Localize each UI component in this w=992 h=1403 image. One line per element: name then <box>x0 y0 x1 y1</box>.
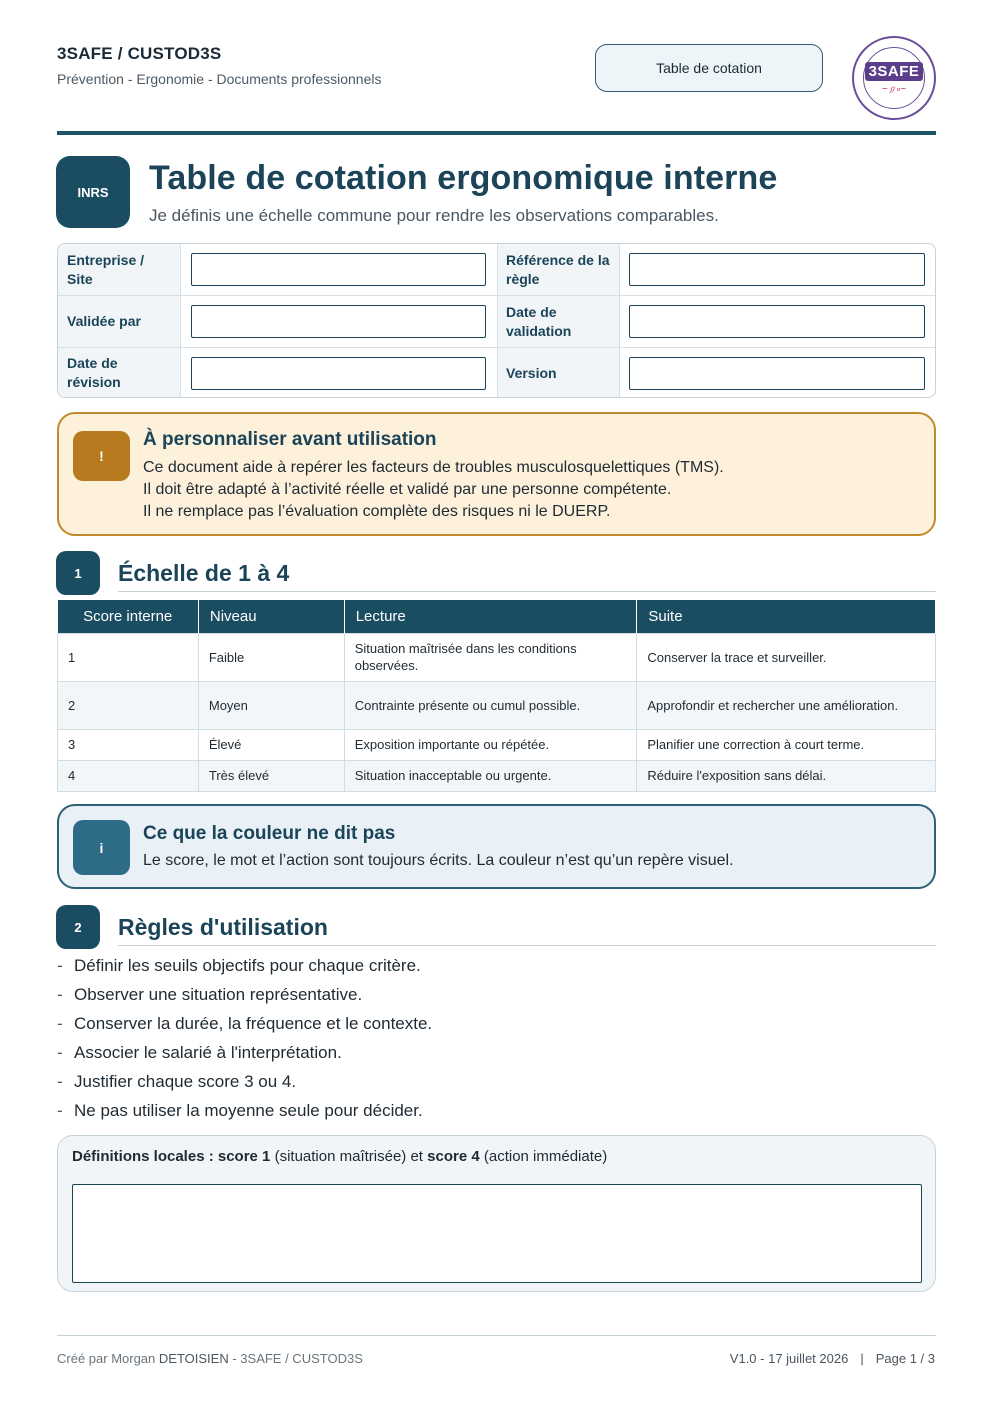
revision-date-field[interactable] <box>191 357 486 390</box>
validation-date-label: Date de validation <box>506 304 572 339</box>
column-header: Suite <box>637 600 936 633</box>
rule-text: Justifier chaque score 3 ou 4. <box>74 1072 297 1091</box>
scoring-scale-table <box>57 600 936 792</box>
followup-cell: Approfondir et rechercher une amélioration. <box>637 681 936 729</box>
form-row <box>58 348 935 398</box>
warning-line: Ce document aide à repérer les facteurs de troubles musculosquelettiques (TMS). <box>143 459 724 476</box>
revision-date-label: Date de révision <box>67 355 121 390</box>
header-divider <box>57 131 936 135</box>
local-definitions-field[interactable] <box>72 1184 922 1283</box>
list-item <box>57 1100 432 1129</box>
rule-reference-label: Référence de la règle <box>506 252 610 287</box>
table-row <box>58 681 936 729</box>
dash-bullet: - <box>57 985 63 1004</box>
rule-text: Conserver la durée, la fréquence et le contexte. <box>74 1014 433 1033</box>
color-note-callout <box>57 804 936 889</box>
footer-page-number: Page 1 / 3 <box>875 1351 935 1366</box>
label-part: Définitions locales : score 1 <box>72 1148 271 1165</box>
score-cell: 4 <box>58 760 199 791</box>
validated-by-field[interactable] <box>191 305 486 338</box>
label-part: score 4 <box>427 1148 480 1165</box>
level-cell: Très élevé <box>198 760 344 791</box>
section-underline <box>118 591 936 592</box>
local-definitions-box <box>57 1135 936 1292</box>
dash-bullet: - <box>57 956 63 975</box>
score-cell: 3 <box>58 729 199 760</box>
section-title: Échelle de 1 à 4 <box>118 560 290 586</box>
info-icon: i <box>73 820 130 875</box>
table-row <box>58 729 936 760</box>
local-definitions-label <box>72 1148 607 1165</box>
warning-title: À personnaliser avant utilisation <box>143 429 437 450</box>
column-header: Score interne <box>58 600 199 633</box>
warning-line: Il doit être adapté à l’activité réelle et validé par une personne compétente. <box>143 481 672 498</box>
footer-version-page <box>730 1351 935 1366</box>
dash-bullet: - <box>57 1101 63 1120</box>
stamp-signature: ~ℊℴ~ <box>881 84 907 93</box>
version-field[interactable] <box>629 357 925 390</box>
page-subtitle: Je définis une échelle commune pour rendre les observations comparables. <box>149 206 719 225</box>
followup-cell: Conserver la trace et surveiller. <box>637 633 936 681</box>
column-header: Lecture <box>344 600 637 633</box>
page-title: Table de cotation ergonomique interne <box>149 159 778 197</box>
rule-text: Ne pas utiliser la moyenne seule pour décider. <box>74 1101 423 1120</box>
footer-author-prefix: Créé par Morgan <box>57 1351 159 1366</box>
inrs-badge: INRS <box>56 156 130 228</box>
list-item <box>57 1042 432 1071</box>
table-row <box>58 633 936 681</box>
list-item <box>57 955 432 984</box>
form-row <box>58 296 935 348</box>
reading-cell: Situation maîtrisée dans les conditions observées. <box>344 633 637 681</box>
stamp-inner-ring <box>863 47 925 109</box>
usage-rules-list <box>57 955 432 1129</box>
rule-text: Observer une situation représentative. <box>74 985 363 1004</box>
label-part: (action immédiate) <box>479 1148 608 1165</box>
followup-cell: Planifier une correction à court terme. <box>637 729 936 760</box>
footer-separator: | <box>860 1351 864 1366</box>
score-cell: 2 <box>58 681 199 729</box>
list-item <box>57 1013 432 1042</box>
dash-bullet: - <box>57 1072 63 1091</box>
stamp-logo-text: 3SAFE <box>865 62 924 81</box>
section-underline <box>118 945 936 946</box>
document-type-tag: Table de cotation <box>595 44 823 92</box>
company-site-label: Entreprise / Site <box>67 252 145 287</box>
reading-cell: Contrainte présente ou cumul possible. <box>344 681 637 729</box>
table-header-row <box>58 600 936 633</box>
footer-author <box>57 1351 363 1366</box>
validated-by-label: Validée par <box>67 313 141 329</box>
reading-cell: Situation inacceptable ou urgente. <box>344 760 637 791</box>
info-title: Ce que la couleur ne dit pas <box>143 823 396 844</box>
column-header: Niveau <box>198 600 344 633</box>
warning-icon: ! <box>73 431 130 481</box>
level-cell: Moyen <box>198 681 344 729</box>
followup-cell: Réduire l'exposition sans délai. <box>637 760 936 791</box>
label-part: (situation maîtrisée) et <box>270 1148 428 1165</box>
footer-author-name: DETOISIEN <box>158 1351 229 1366</box>
company-site-field[interactable] <box>191 253 486 286</box>
section-title: Règles d'utilisation <box>118 914 328 940</box>
dash-bullet: - <box>57 1043 63 1062</box>
version-label: Version <box>506 365 557 381</box>
validation-date-field[interactable] <box>629 305 925 338</box>
level-cell: Élevé <box>198 729 344 760</box>
section-number-badge: 1 <box>56 551 100 595</box>
table-row <box>58 760 936 791</box>
footer-author-suffix: - 3SAFE / CUSTOD3S <box>228 1351 363 1366</box>
rule-reference-field[interactable] <box>629 253 925 286</box>
info-text: Le score, le mot et l’action sont toujours écrits. La couleur n’est qu’un repère visuel. <box>143 852 734 869</box>
list-item <box>57 1071 432 1100</box>
form-row <box>58 244 935 296</box>
footer-divider <box>57 1335 936 1336</box>
brand-tagline: Prévention - Ergonomie - Documents professionnels <box>57 71 382 87</box>
dash-bullet: - <box>57 1014 63 1033</box>
brand-name: 3SAFE / CUSTOD3S <box>57 44 222 63</box>
warning-line: Il ne remplace pas l’évaluation complète des risques ni le DUERP. <box>143 503 611 520</box>
customization-warning-callout <box>57 412 936 536</box>
section-number-badge: 2 <box>56 905 100 949</box>
rule-text: Définir les seuils objectifs pour chaque critère. <box>74 956 421 975</box>
score-cell: 1 <box>58 633 199 681</box>
rule-text: Associer le salarié à l'interprétation. <box>74 1043 342 1062</box>
company-stamp-logo <box>852 36 936 120</box>
document-info-form <box>57 243 936 398</box>
level-cell: Faible <box>198 633 344 681</box>
footer-version: V1.0 - 17 juillet 2026 <box>729 1351 849 1366</box>
reading-cell: Exposition importante ou répétée. <box>344 729 637 760</box>
list-item <box>57 984 432 1013</box>
